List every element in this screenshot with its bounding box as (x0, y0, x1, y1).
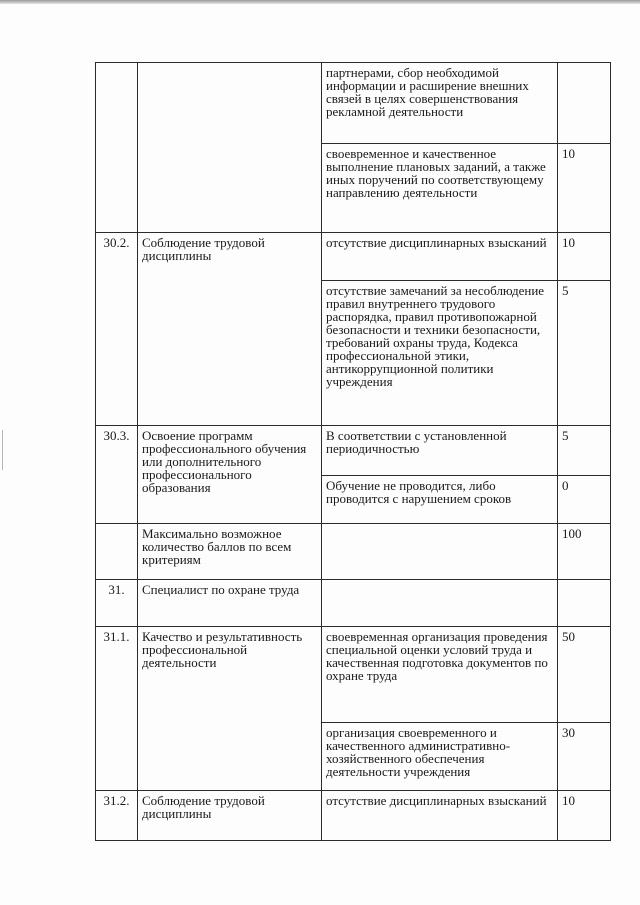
item-name: Соблюдение трудовой дисциплины (138, 233, 322, 426)
criterion-text: В соответствии с установленной периодичностью (322, 426, 558, 476)
item-name (138, 63, 322, 233)
item-name: Соблюдение трудовой дисциплины (138, 791, 322, 841)
table-row (96, 524, 611, 580)
criterion-points: 50 (558, 627, 611, 723)
criterion-points: 0 (558, 476, 611, 524)
criterion-text (322, 580, 558, 627)
criteria-table-body (96, 63, 611, 841)
item-number (96, 524, 138, 580)
criterion-points (558, 63, 611, 144)
criterion-text: Обучение не проводится, либо проводится с нарушением сроков (322, 476, 558, 524)
criteria-table (95, 62, 611, 841)
item-name: Максимально возможное количество баллов по всем критериям (138, 524, 322, 580)
criterion-text: отсутствие замечаний за несоблюдение правил внутреннего трудового распорядка, правил противопожарной безопасности и техники безопасности, требований охраны труда, Кодекса профессиональной этики, антикоррупционной политики учреждения (322, 281, 558, 426)
scan-margin-mark (2, 430, 3, 470)
item-number: 31.1. (96, 627, 138, 791)
table-row (96, 426, 611, 476)
item-number: 31. (96, 580, 138, 627)
criterion-text: партнерами, сбор необходимой информации и расширение внешних связей в целях совершенствования рекламной деятельности (322, 63, 558, 144)
criterion-text: своевременная организация проведения специальной оценки условий труда и качественная подготовка документов по охране труда (322, 627, 558, 723)
criterion-points: 10 (558, 144, 611, 233)
item-name: Специалист по охране труда (138, 580, 322, 627)
criterion-points: 5 (558, 281, 611, 426)
criterion-points: 30 (558, 723, 611, 791)
item-name: Освоение программ профессионального обучения или дополнительного профессионального образования (138, 426, 322, 524)
criterion-points: 100 (558, 524, 611, 580)
criterion-text: отсутствие дисциплинарных взысканий (322, 233, 558, 281)
criterion-points: 5 (558, 426, 611, 476)
table-row (96, 791, 611, 841)
criterion-text: отсутствие дисциплинарных взысканий (322, 791, 558, 841)
criterion-points (558, 580, 611, 627)
criterion-text: своевременное и качественное выполнение плановых заданий, а также иных поручений по соответствующему направлению деятельности (322, 144, 558, 233)
item-number: 31.2. (96, 791, 138, 841)
criterion-points: 10 (558, 233, 611, 281)
table-row (96, 627, 611, 723)
criterion-text: организация своевременного и качественного административно-хозяйственного обеспечения деятельности учреждения (322, 723, 558, 791)
table-row (96, 63, 611, 144)
table-row (96, 580, 611, 627)
table-row (96, 233, 611, 281)
item-number (96, 63, 138, 233)
criterion-points: 10 (558, 791, 611, 841)
item-number: 30.3. (96, 426, 138, 524)
item-number: 30.2. (96, 233, 138, 426)
scan-top-edge (0, 0, 640, 4)
criterion-text (322, 524, 558, 580)
item-name: Качество и результативность профессиональной деятельности (138, 627, 322, 791)
